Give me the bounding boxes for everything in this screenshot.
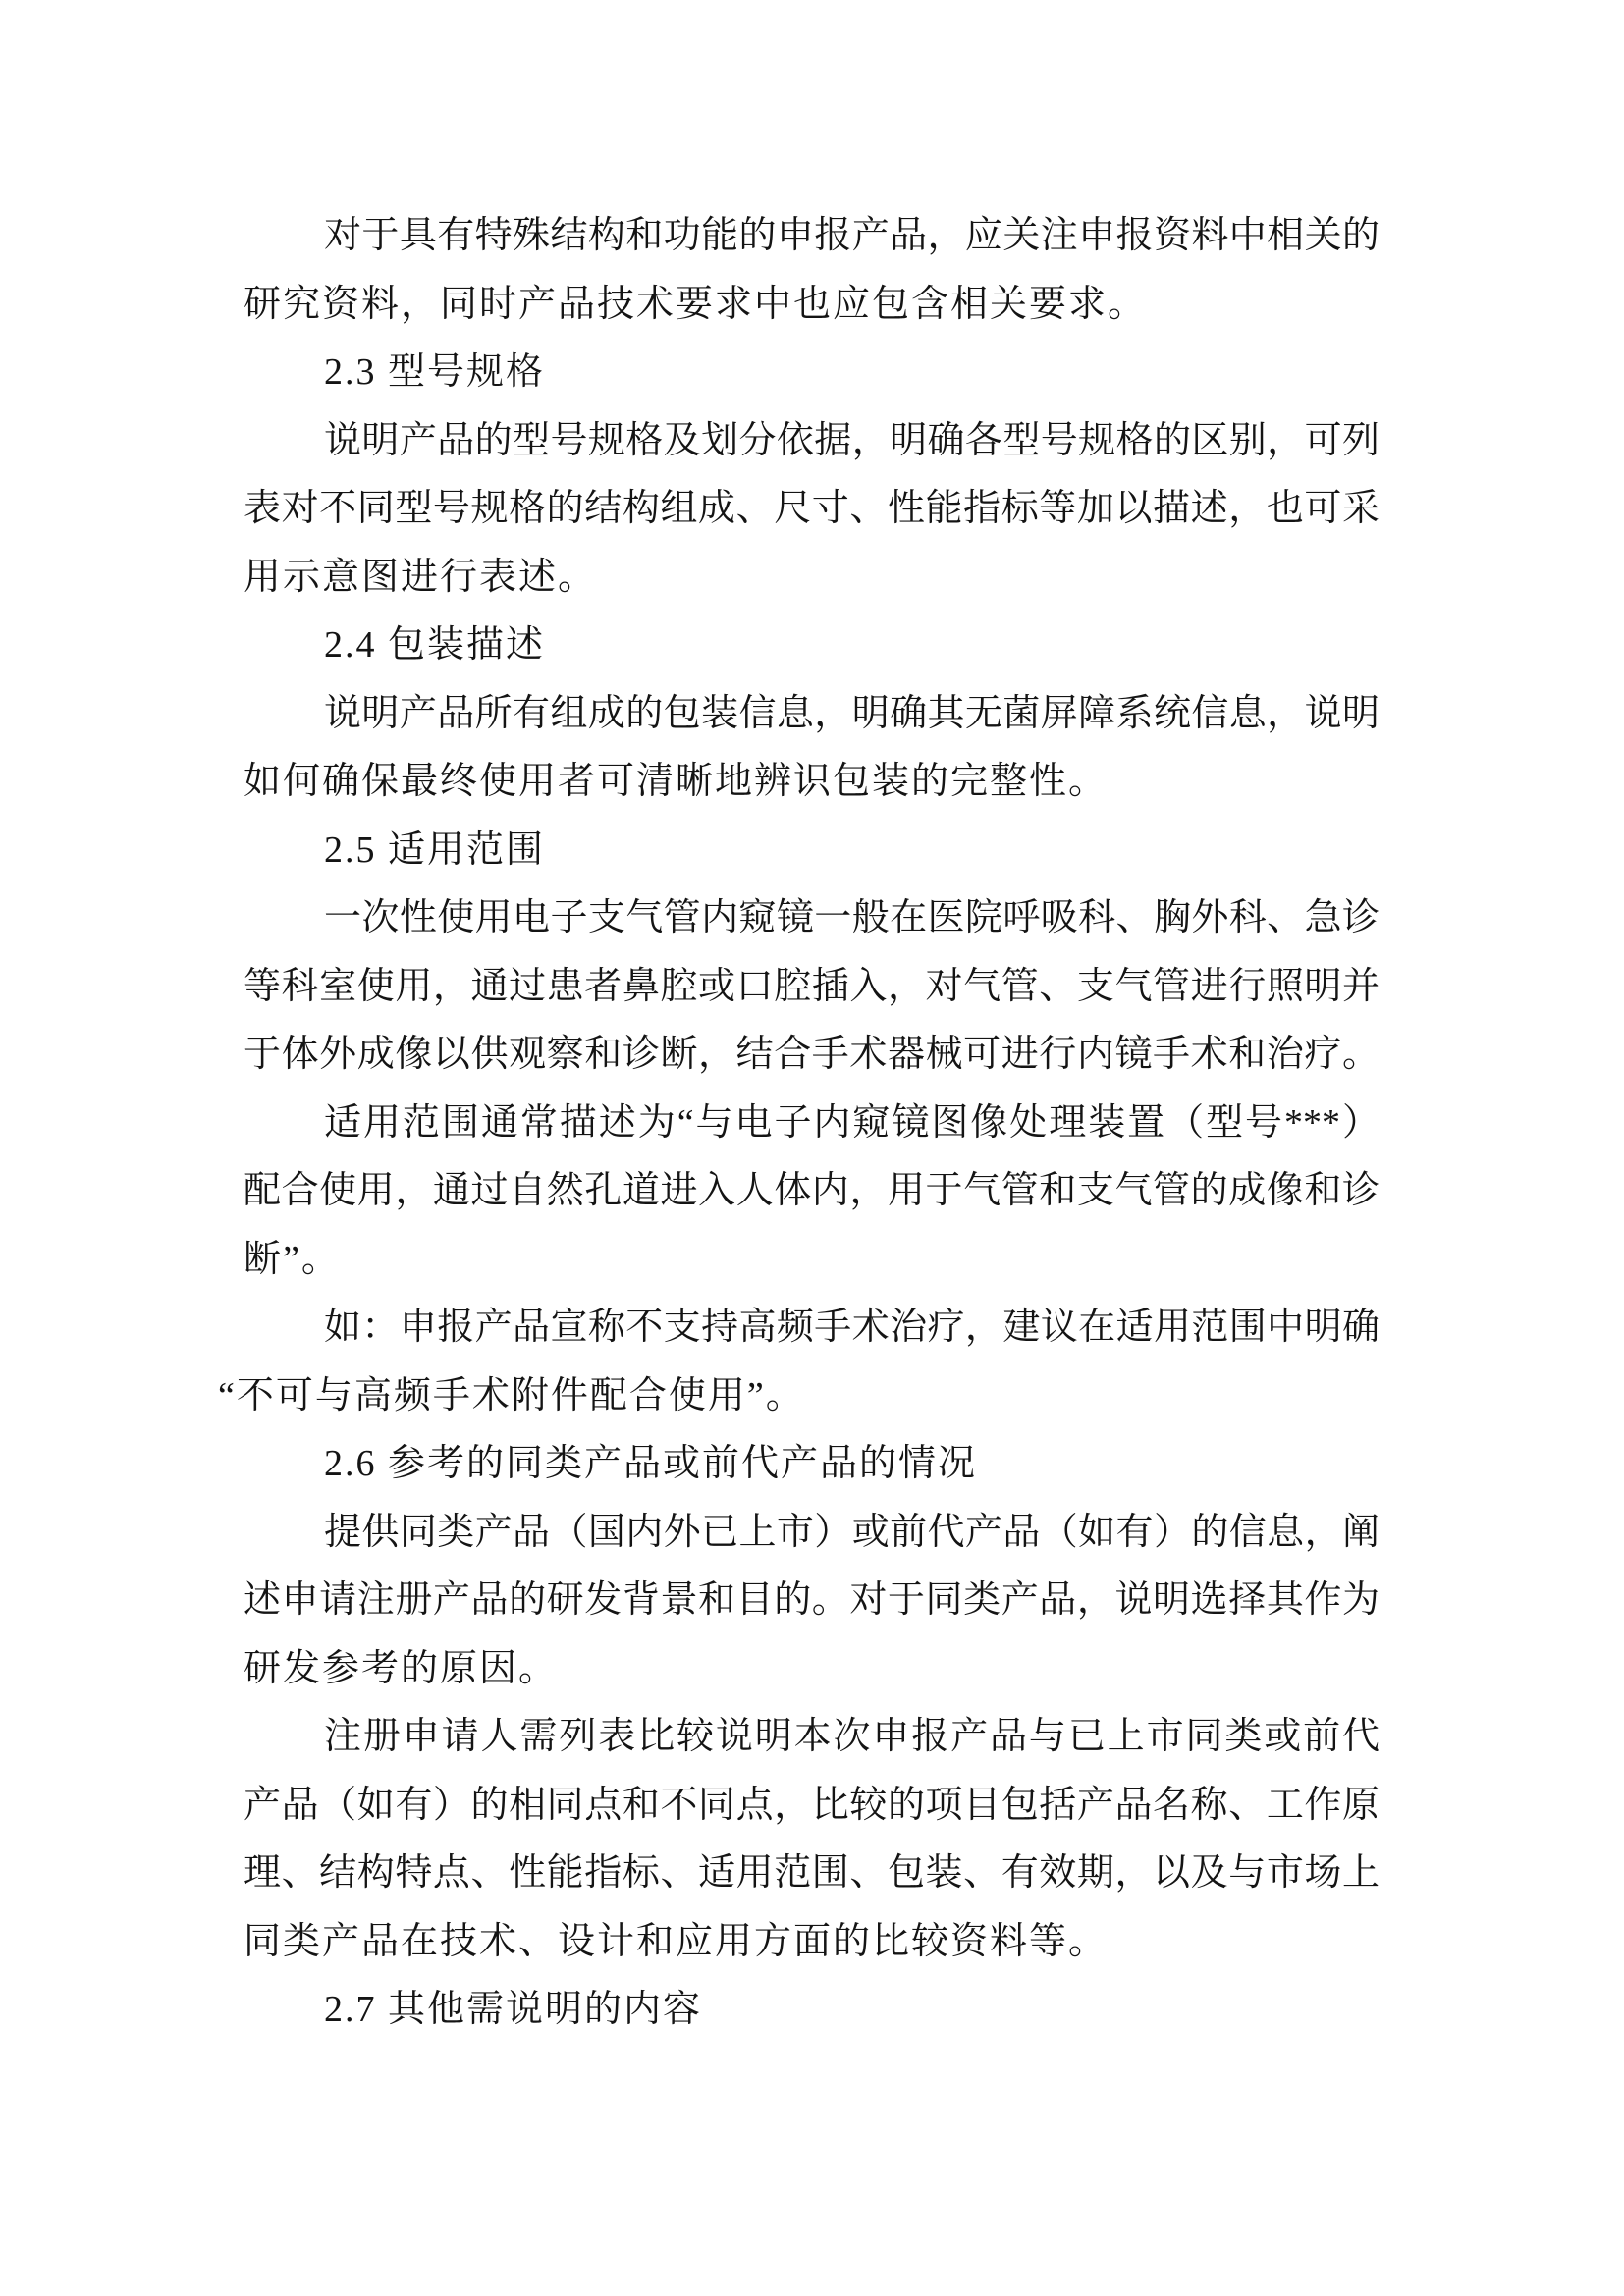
paragraph-line: 用示意图进行表述。: [244, 556, 598, 598]
paragraph-line: 研究资料，同时产品技术要求中也应包含相关要求。: [244, 283, 1148, 325]
paragraph-line: 注册申请人需列表比较说明本次申报产品与已上市同类或前代: [324, 1716, 1380, 1757]
section-heading-2-6: 2.6 参考的同类产品或前代产品的情况: [324, 1443, 978, 1484]
section-heading-2-3: 2.3 型号规格: [324, 351, 546, 393]
paragraph-line: 配合使用，通过自然孔道进入人体内，用于气管和支气管的成像和诊: [244, 1170, 1380, 1211]
paragraph-line: 提供同类产品（国内外已上市）或前代产品（如有）的信息，阐: [324, 1511, 1380, 1553]
paragraph-line: 等科室使用，通过患者鼻腔或口腔插入，对气管、支气管进行照明并: [244, 965, 1380, 1007]
paragraph-line: 于体外成像以供观察和诊断，结合手术器械可进行内镜手术和治疗。: [244, 1034, 1380, 1075]
paragraph-line: 述申请注册产品的研发背景和目的。对于同类产品，说明选择其作为: [244, 1579, 1380, 1621]
document-text: [218, 202, 1380, 2045]
paragraph-line: 如：申报产品宣称不支持高频手术治疗，建议在适用范围中明确: [324, 1307, 1380, 1348]
paragraph-line: 研发参考的原因。: [244, 1647, 559, 1689]
paragraph-line: 表对不同型号规格的结构组成、尺寸、性能指标等加以描述，也可采: [244, 488, 1380, 529]
paragraph-line: 一次性使用电子支气管内窥镜一般在医院呼吸科、胸外科、急诊: [324, 897, 1380, 938]
section-heading-2-4: 2.4 包装描述: [324, 624, 546, 666]
section-heading-2-5: 2.5 适用范围: [324, 828, 546, 871]
paragraph-line: 说明产品所有组成的包装信息，明确其无菌屏障系统信息，说明: [324, 692, 1380, 734]
paragraph-line: 同类产品在技术、设计和应用方面的比较资料等。: [244, 1920, 1109, 1962]
paragraph-line: 理、结构特点、性能指标、适用范围、包装、有效期，以及与市场上: [244, 1852, 1380, 1894]
paragraph-line: 产品（如有）的相同点和不同点，比较的项目包括产品名称、工作原: [244, 1784, 1380, 1826]
paragraph-line: 断”。: [244, 1238, 341, 1280]
paragraph-line: 适用范围通常描述为“与电子内窥镜图像处理装置（型号***）: [324, 1101, 1380, 1144]
paragraph-line: 如何确保最终使用者可清晰地辨识包装的完整性。: [244, 761, 1109, 802]
paragraph-line: 对于具有特殊结构和功能的申报产品，应关注申报资料中相关的: [324, 215, 1380, 256]
paragraph-line: 说明产品的型号规格及划分依据，明确各型号规格的区别，可列: [324, 419, 1380, 461]
section-heading-2-7: 2.7 其他需说明的内容: [324, 1989, 703, 2030]
paragraph-line: “不可与高频手术附件配合使用”。: [218, 1374, 805, 1416]
